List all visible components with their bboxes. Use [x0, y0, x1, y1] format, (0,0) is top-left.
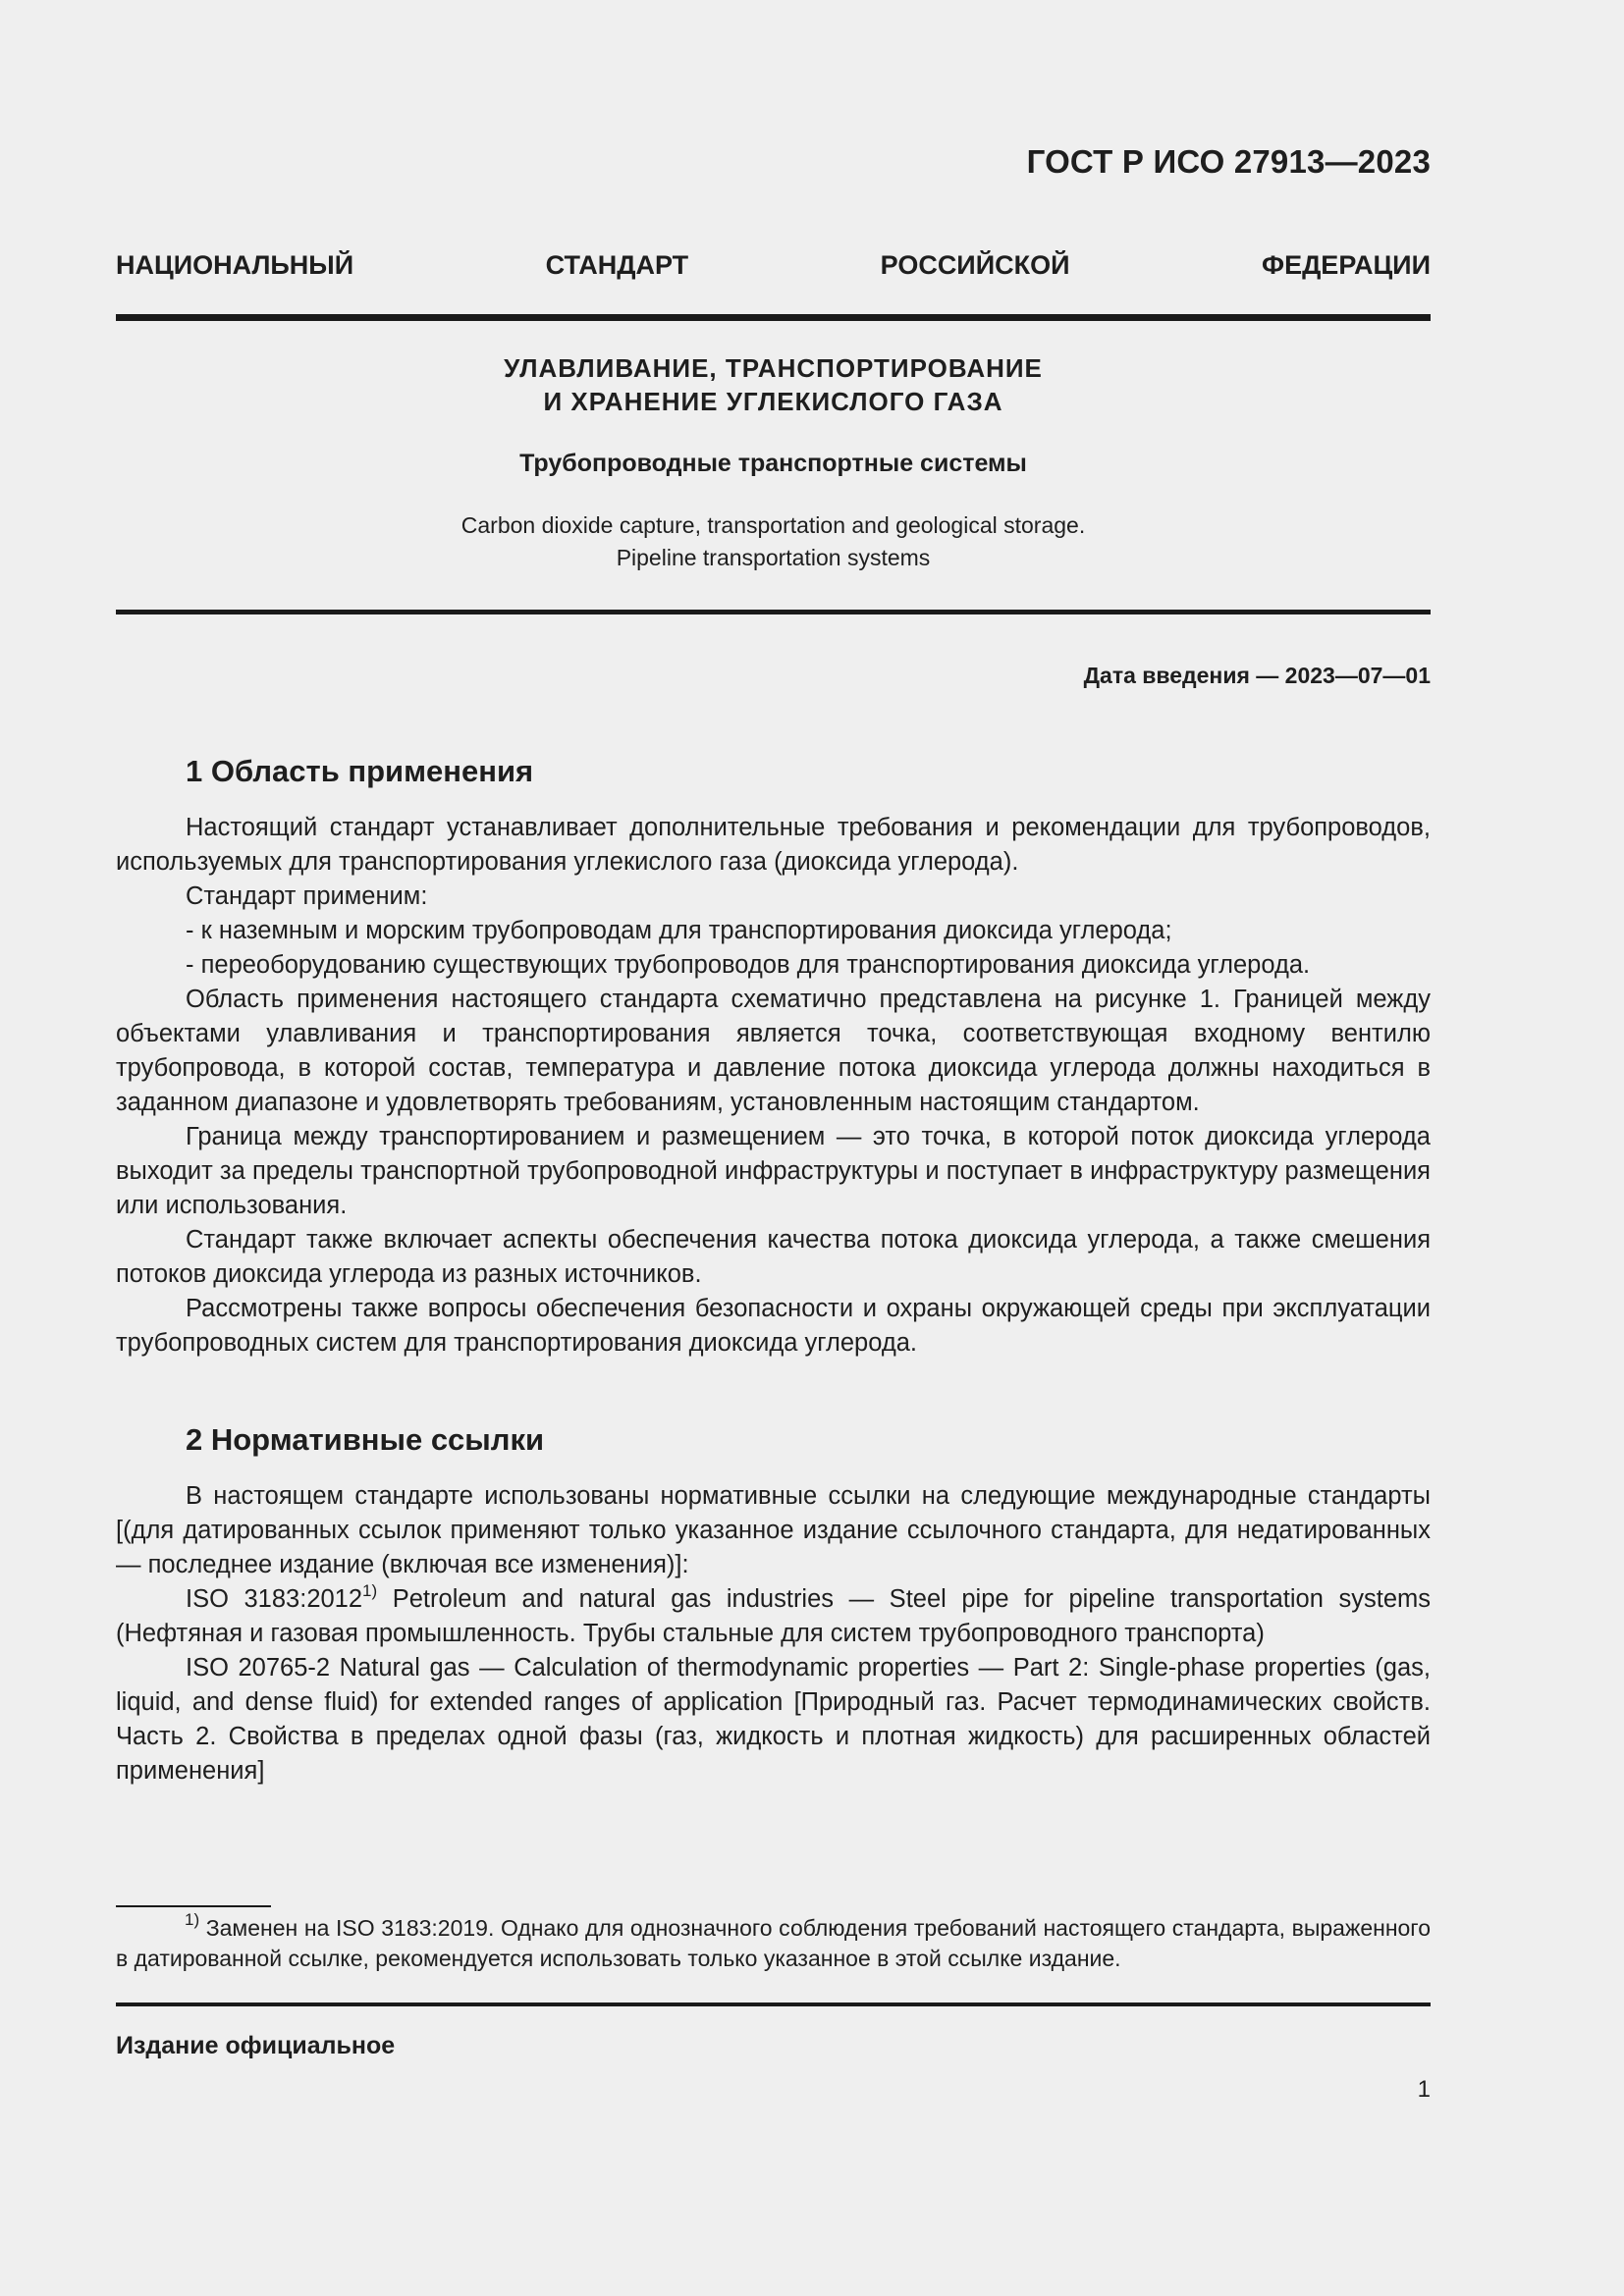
footer-divider [116, 2002, 1431, 2006]
reference-text: Petroleum and natural gas industries — Steel pipe for pipeline transportation systems (Нефтяная и газовая промышленность. Трубы стальные для систем трубопроводного транспорта) [116, 1585, 1431, 1647]
paragraph: Стандарт также включает аспекты обеспечения качества потока диоксида углерода, а также смешения потоков диоксида углерода из разных источников. [116, 1226, 1431, 1288]
section-heading: 2 Нормативные ссылки [186, 1422, 545, 1457]
footnote-text: Заменен на ISO 3183:2019. Однако для однозначного соблюдения требований настоящего стандарта, выраженного в датированной ссылке, рекомендуется использовать только указанное в этой ссылке издание. [116, 1915, 1431, 1971]
list-item: - к наземным и морским трубопроводам для транспортирования диоксида углерода; [186, 917, 1172, 944]
english-title [116, 509, 1431, 574]
standard-number: ГОСТ Р ИСО 27913—2023 [1026, 143, 1431, 180]
section-normative-references [116, 1422, 1431, 1789]
section-scope [116, 754, 1431, 1361]
footnote-reference: 1) [362, 1580, 378, 1600]
page-number: 1 [1417, 2076, 1431, 2103]
paragraph: Стандарт применим: [186, 882, 428, 910]
reference-item: ISO 20765-2 Natural gas — Calculation of thermodynamic properties — Part 2: Single-phase properties (gas, liquid, and dense fluid) for extended ranges of application [Природный газ. Расчет термодинамических свойств. Часть 2. Свойства в пределах одной фазы (газ, жидкость и плотная жидкость) для расширенных областей применения] [116, 1654, 1431, 1785]
paragraph: В настоящем стандарте использованы нормативные ссылки на следующие международные стандарты [(для датированных ссылок применяют только указанное издание ссылочного стандарта, для недатированных — последнее издание (включая все изменения)]: [116, 1482, 1431, 1578]
paragraph: Рассмотрены также вопросы обеспечения безопасности и охраны окружающей среды при эксплуатации трубопроводных систем для транспортирования диоксида углерода. [116, 1295, 1431, 1357]
document-subtitle: Трубопроводные транспортные системы [519, 450, 1027, 477]
footnote-marker: 1) [185, 1910, 200, 1930]
title-line-1: УЛАВЛИВАНИЕ, ТРАНСПОРТИРОВАНИЕ [504, 353, 1043, 383]
reference-item [116, 1582, 1431, 1651]
header-divider [116, 314, 1431, 321]
title-divider [116, 610, 1431, 614]
title-line-2: И ХРАНЕНИЕ УГЛЕКИСЛОГО ГАЗА [543, 387, 1003, 416]
footnote-divider [116, 1905, 271, 1907]
paragraph: Настоящий стандарт устанавливает дополнительные требования и рекомендации для трубопроводов, используемых для транспортирования углекислого газа (диоксида углерода). [116, 814, 1431, 876]
introduction-date: Дата введения — 2023—07—01 [1083, 663, 1431, 688]
official-edition-label: Издание официальное [116, 2032, 396, 2059]
reference-code: ISO 3183:2012 [186, 1585, 363, 1613]
document-title [116, 351, 1431, 418]
national-standard-banner: НАЦИОНАЛЬНЫЙ СТАНДАРТ РОССИЙСКОЙ ФЕДЕРАЦИИ [116, 250, 1431, 280]
footnote [116, 1910, 1431, 1974]
english-title-line-1: Carbon dioxide capture, transportation and geological storage. [460, 512, 1086, 538]
english-title-line-2: Pipeline transportation systems [616, 545, 931, 570]
section-heading: 1 Область применения [186, 754, 534, 788]
document-page [116, 0, 1431, 2296]
paragraph: Граница между транспортированием и размещением — это точка, в которой поток диоксида углерода выходит за пределы транспортной трубопроводной инфраструктуры и поступает в инфраструктуру размещения или использования. [116, 1123, 1431, 1219]
list-item: - переоборудованию существующих трубопроводов для транспортирования диоксида углерода. [186, 951, 1311, 979]
paragraph: Область применения настоящего стандарта схематично представлена на рисунке 1. Границей между объектами улавливания и транспортирования является точка, соответствующая входному вентилю трубопровода, в которой состав, температура и давление потока диоксида углерода должны находиться в заданном диапазоне и удовлетворять требованиям, установленным настоящим стандартом. [116, 986, 1431, 1116]
